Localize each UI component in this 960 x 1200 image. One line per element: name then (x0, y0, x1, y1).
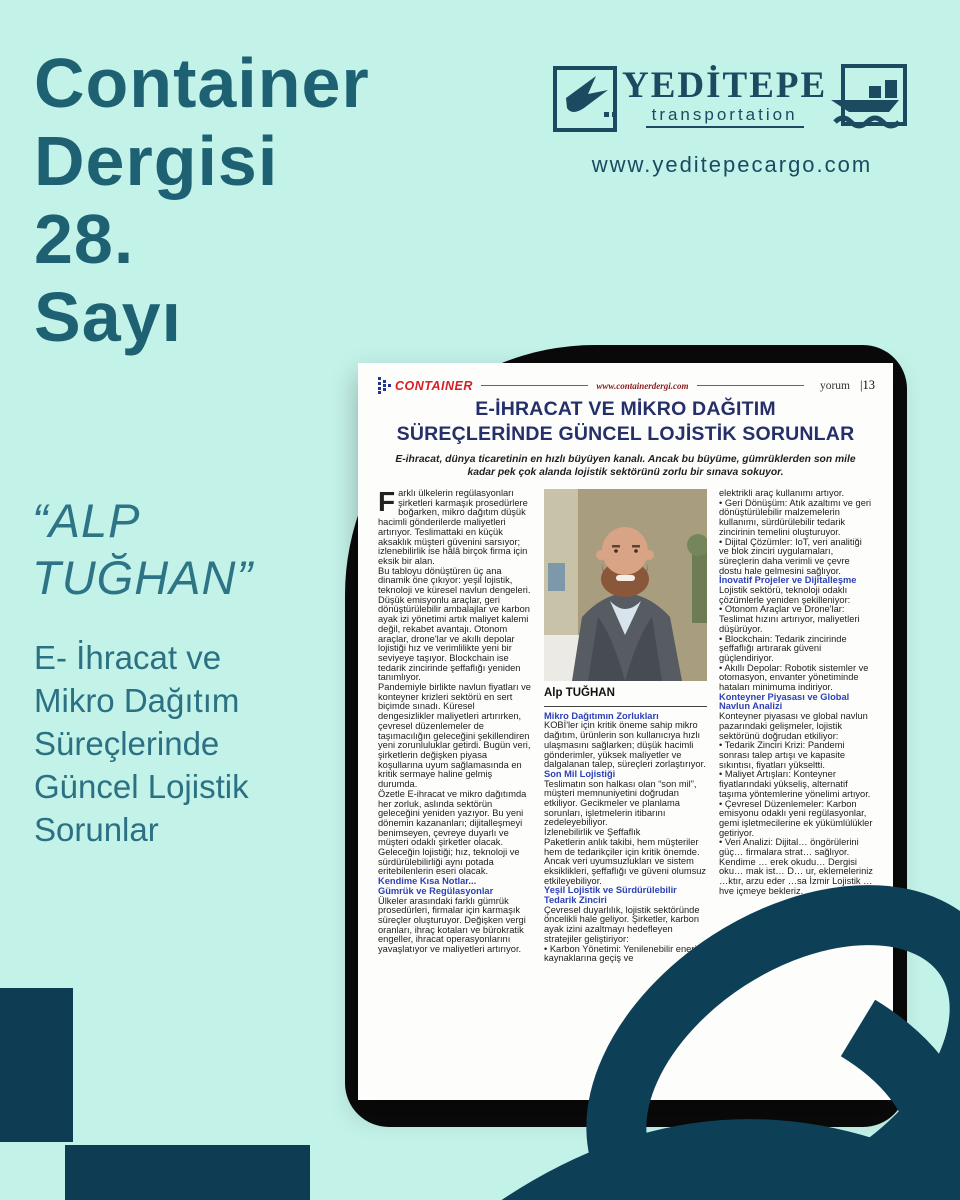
masthead-rule (481, 385, 588, 386)
article-column-2 (544, 489, 707, 1090)
article-heading: Yeşil Lojistik ve Sürdürülebilir Tedarik Zinciri (544, 885, 677, 906)
article-paragraph: • Karbon Yönetimi: Yenilenebilir enerji kaynaklarına geçiş ve (544, 943, 699, 964)
poster-topic-line: Güncel Lojistik (34, 768, 249, 805)
deco-rect-horizontal (65, 1145, 310, 1200)
article-column-1 (378, 486, 532, 1090)
article-heading: Mikro Dağıtımın Zorlukları (544, 710, 659, 721)
poster-quote-line: TUĞHAN” (32, 551, 254, 604)
bird-icon (552, 60, 620, 138)
article-paragraph: Paketlerin anlık takibi, hem müşteriler hem de tedarikçiler için kritik önemde. Ancak veri uyumsuzlukları ve sistem eksiklikleri, şeffaflığı ve güveni olumsuz etkileyebiliyor. (544, 836, 707, 886)
poster-quote-line: “ALP (32, 494, 141, 547)
article-paragraph: Özetle E-ihracat ve mikro dağıtımda her zorluk, aslında sektörün geleceğini yeniden yazıyor. Bu yeni dönemin kazananları; dijitalleşmeyi benimseyen, çevreye duyarlı ve müşteri odaklı şirketler olacak. Geleceğin lojistiği; hız, teknoloji ve sürdürülebilirliği aynı potada eritebilenlerin eseri olacak. (378, 788, 527, 877)
ship-icon (829, 60, 911, 138)
article-paragraph: Teslimatın son halkası olan “son mil”, müşteri memnuniyetini doğrudan etkiliyor. Gecikmeler ve planlama sorunları, işletmelerin itibarını zedeleyebiliyor. (544, 778, 697, 828)
article-paragraph: • Otonom Araçlar ve Drone'lar: Teslimat hızını artırıyor, maliyetleri düşürüyor. (719, 604, 860, 634)
container-arrow-icon (378, 377, 391, 394)
article-paragraph: Çevresel duyarlılık, lojistik sektöründe öncelikli hale geliyor. Şirketler, karbon ayak izini azaltmayı hedefleyen stratejiler geliştiriyor: (544, 904, 700, 944)
photo-caption: Alp TUĞHAN (544, 687, 615, 699)
article-paragraph: • Geri Dönüşüm: Atık azaltımı ve geri dönüştürülebilir malzemelerin kullanımı, sürdürülebilir tedarik zincirinin temelini oluşturuyor. (719, 497, 872, 537)
article-column-3 (719, 489, 873, 1090)
article-headline-line: E-İHRACAT VE MİKRO DAĞITIM (475, 398, 776, 420)
masthead-rule (697, 385, 804, 386)
article-paragraph: • Maliyet Artışları: Konteyner fiyatlarındaki yükseliş, alternatif taşıma yöntemlerine yönelimi artıyor. (719, 769, 871, 799)
poster-topic-line: Sorunlar (34, 811, 159, 848)
poster-topic (34, 636, 249, 851)
article-paragraph: • Akıllı Depolar: Robotik sistemler ve otomasyon, envanter yönetiminde hataları minimuma indiriyor. (719, 662, 869, 693)
poster-title (34, 44, 370, 356)
portrait-photo (544, 489, 707, 681)
deco-rect-vertical (0, 988, 73, 1142)
article-paragraph: Bu tabloyu dönüştüren üç ana dinamik öne çıkıyor: yeşil lojistik, teknoloji ve küresel navlun dengeleri. Düşük emisyonlu araçlar, geri dönüştürülebilir ambalajlar ve karbon ayak izi yönetimi artık maliyet kalemi değil, rekabet avantajı. Otonom araçlar, drone'lar ve akıllı depolar lojistiği hız ve verimlilikte yeni bir seviyeye taşıyor. Blockchain ise tedarik zincirinde şeffaflığı yeniden tanımlıyor. (378, 565, 531, 683)
magazine-masthead (378, 377, 875, 394)
article-heading: Gümrük ve Regülasyonlar (378, 885, 494, 896)
masthead-section: yorum (819, 379, 850, 392)
article-paragraph: Farklı ülkelerin regülasyonları şirketleri karmaşık prosedürlere boğarken, mikro dağıtım düşük hacimli gönderilerde maliyetleri artırıyor. Teslimattaki en küçük aksaklık müşteri güvenini sarsıyor; izlenebilirlik ise hâlâ birçok firma için eksik bir alan. (378, 486, 528, 566)
article-paragraph: • Tedarik Zinciri Krizi: Pandemi sonrası talep artışı ve kapasite sıkıntısı, fiyatları yükseltti. (719, 740, 846, 770)
article-paragraph: Konteyner piyasası ve global navlun pazarındaki gelişmeler, lojistik sektörünü doğrudan etkiliyor: (719, 711, 868, 741)
article-paragraph: KOBİ'ler için kritik öneme sahip mikro dağıtım, ürünlerin son kullanıcıya hızlı ulaşmasını sağlarken; düşük hacimli gönderimler, yüksek maliyetler ve dalgalanan talep, süreçleri zorlaştırıyor. (544, 720, 706, 770)
masthead-site: www.containerdergi.com (596, 380, 689, 391)
article-heading: Kendime Kısa Notlar... (378, 876, 477, 887)
article-paragraph: • Dijital Çözümler: IoT, veri analitiği ve blok zinciri uygulamaları, süreçlerin daha verimli ve çevre dostu hale gelmesini sağlıyor. (719, 536, 862, 576)
article-headline (366, 397, 885, 447)
brand-name: YEDİTEPE (622, 65, 828, 106)
article-heading: İnovatif Projeler ve Dijitalleşme (719, 575, 857, 586)
article-paragraph: Kendime … erek okudu… Dergisi oku… mak ist… D… ur, eklemeleriniz …ktır, arzu eder …sa İzmir Lojistik …hve içmeye bekleriz. (719, 856, 873, 896)
article-columns (378, 486, 873, 1090)
caption-rule (544, 706, 707, 707)
brand-logo (552, 60, 912, 178)
brand-website: www.yeditepecargo.com (591, 152, 873, 177)
drop-cap: F (378, 486, 396, 517)
article-paragraph: Pandemiyle birlikte navlun fiyatları ve konteyner krizleri sektörü en sert biçimde sınadı. Küresel dengesizlikler maliyetleri artırırken, çevresel düzenlemeler de taşımacılığın geleceğini şekillendiren yeni zorunluluklar getirdi. Bugün veri, şirketlerin değişken piyasa koşullarına uyum sağlamasında en kritik sermaye haline gelmiş durumda. (378, 682, 531, 790)
magazine-page (358, 363, 893, 1100)
article-paragraph: Lojistik sektörü, teknoloji odaklı çözümlerle yeniden şekilleniyor: (719, 585, 851, 605)
poster-title-line: Dergisi (34, 122, 279, 200)
article-standfirst: E-ihracat, dünya ticaretinin en hızlı büyüyen kanalı. Ancak bu büyüme, gümrüklerden son mile kadar pek çok alanda lojistik sektörünü zorlu bir sınava sokuyor. (395, 454, 856, 478)
article-paragraph: İzlenebilirlik ve Şeffaflık (544, 827, 641, 838)
article-heading: Son Mil Lojistiği (544, 768, 616, 779)
article-heading: Konteyner Piyasası ve Global Navlun Analizi (719, 691, 850, 712)
brand-tagline: transportation (646, 106, 804, 128)
article-paragraph: Ülkeler arasındaki farklı gümrük prosedürleri, firmalar için karmaşık süreçler oluşturuyor. Değişken vergi oranları, ihraç kotaları ve bürokratik engeller, ihracat operasyonlarını yavaşlatıyor ve maliyetleri artırıyor. (378, 895, 526, 955)
article-headline-line: SÜREÇLERİNDE GÜNCEL LOJİSTİK SORUNLAR (396, 423, 855, 445)
article-paragraph: • Veri Analizi: Dijital… öngörülerini güç… firmalara strat… sağlıyor. (719, 837, 859, 858)
poster-topic-line: E- İhracat ve (34, 639, 222, 676)
article-paragraph: • Çevresel Düzenlemeler: Karbon emisyonu odaklı yeni regülasyonlar, gemi işletmecilerine ek yükümlülükler getiriyor. (719, 798, 873, 838)
poster-title-line: 28. (34, 200, 135, 278)
masthead-page-number: |13 (860, 378, 876, 392)
article-paragraph: elektrikli araç kullanımı artıyor. (719, 488, 845, 498)
poster-quote (32, 492, 253, 606)
poster-title-line: Sayı (34, 278, 182, 356)
magazine-logo: CONTAINER (395, 378, 473, 393)
poster-title-line: Container (34, 44, 370, 122)
article-paragraph: • Blockchain: Tedarik zincirinde şeffaflığı artırarak güveni güçlendiriyor. (719, 633, 847, 663)
poster-topic-line: Mikro Dağıtım (34, 682, 240, 719)
poster-topic-line: Süreçlerinde (34, 725, 220, 762)
